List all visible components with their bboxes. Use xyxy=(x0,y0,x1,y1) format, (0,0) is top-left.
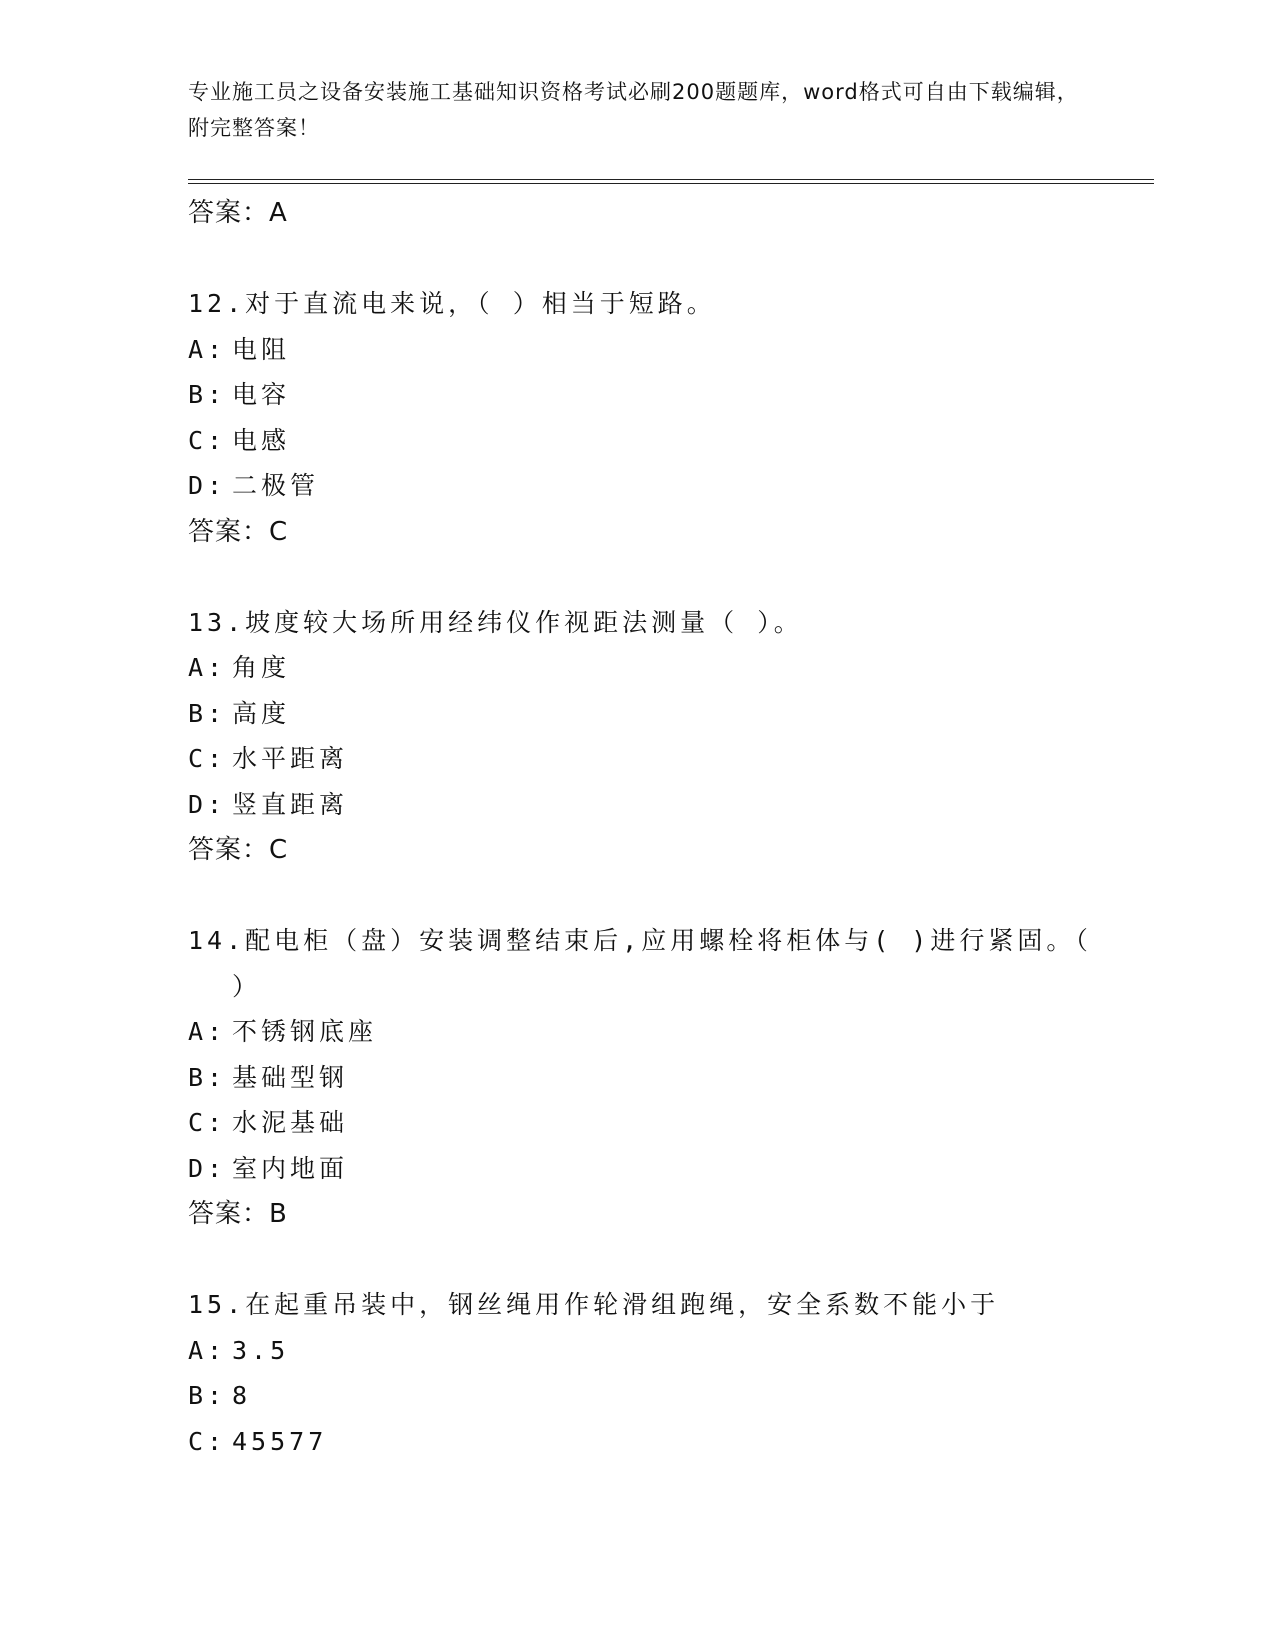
option-text: 8 xyxy=(232,1381,252,1410)
option-a xyxy=(188,645,1118,691)
question-14 xyxy=(188,918,1118,1237)
header-divider xyxy=(188,179,1154,184)
option-letter: B: xyxy=(188,380,227,409)
question-12 xyxy=(188,281,1118,555)
option-c xyxy=(188,1100,1118,1146)
spacer xyxy=(188,873,1118,918)
option-text: 电感 xyxy=(232,425,291,455)
option-c xyxy=(188,1419,1118,1465)
option-b xyxy=(188,1055,1118,1101)
question-stem: 14.配电柜（盘）安装调整结束后,应用螺栓将柜体与( )进行紧固。（ ） xyxy=(188,926,1092,1001)
option-text: 电容 xyxy=(232,380,291,409)
option-letter: C: xyxy=(188,425,227,455)
option-text: 二极管 xyxy=(232,471,320,500)
document-header: 专业施工员之设备安装施工基础知识资格考试必刷200题题库，word格式可自由下载编辑，附完整答案！ xyxy=(188,80,1079,140)
spacer xyxy=(188,1237,1118,1282)
answer-line: 答案：C xyxy=(188,516,289,547)
option-text: 室内地面 xyxy=(232,1153,349,1183)
option-a xyxy=(188,1009,1118,1055)
option-text: 电阻 xyxy=(232,334,291,364)
option-text: 竖直距离 xyxy=(232,789,349,819)
option-letter: A: xyxy=(188,653,227,682)
option-d xyxy=(188,1146,1118,1192)
option-text: 水泥基础 xyxy=(232,1108,349,1137)
option-text: 3.5 xyxy=(232,1335,290,1365)
option-letter: A: xyxy=(188,1335,227,1365)
question-stem: 15.在起重吊装中，钢丝绳用作轮滑组跑绳，安全系数不能小于 xyxy=(188,1290,1000,1319)
option-letter: D: xyxy=(188,471,227,500)
option-text: 角度 xyxy=(232,653,291,682)
option-d xyxy=(188,782,1118,828)
spacer xyxy=(188,236,1118,281)
option-text: 基础型钢 xyxy=(232,1062,349,1092)
option-text: 高度 xyxy=(232,698,291,728)
option-text: 不锈钢底座 xyxy=(232,1017,378,1046)
option-letter: B: xyxy=(188,1381,227,1410)
option-letter: C: xyxy=(188,1108,227,1137)
option-letter: B: xyxy=(188,1062,227,1092)
option-c xyxy=(188,418,1118,464)
option-letter: A: xyxy=(188,334,227,364)
option-letter: A: xyxy=(188,1017,227,1046)
option-letter: C: xyxy=(188,1426,227,1456)
question-list xyxy=(188,190,1118,1464)
option-letter: C: xyxy=(188,744,227,773)
option-letter: D: xyxy=(188,789,227,819)
option-letter: D: xyxy=(188,1153,227,1183)
option-a xyxy=(188,1328,1118,1374)
option-a xyxy=(188,327,1118,373)
question-13 xyxy=(188,600,1118,874)
option-b xyxy=(188,372,1118,418)
question-stem: 12.对于直流电来说，（ ）相当于短路。 xyxy=(188,289,716,318)
option-text: 水平距离 xyxy=(232,744,349,773)
option-b xyxy=(188,1373,1118,1419)
answer-line: 答案：C xyxy=(188,835,289,865)
option-c xyxy=(188,736,1118,782)
option-letter: B: xyxy=(188,698,227,728)
question-stem: 13.坡度较大场所用经纬仪作视距法测量（ ）。 xyxy=(188,607,803,637)
spacer xyxy=(188,555,1118,600)
option-b xyxy=(188,691,1118,737)
option-text: 45577 xyxy=(232,1426,328,1456)
answer-line: 答案：B xyxy=(188,1199,288,1229)
question-15 xyxy=(188,1282,1118,1464)
option-d xyxy=(188,463,1118,509)
answer-line: 答案：A xyxy=(188,198,288,228)
